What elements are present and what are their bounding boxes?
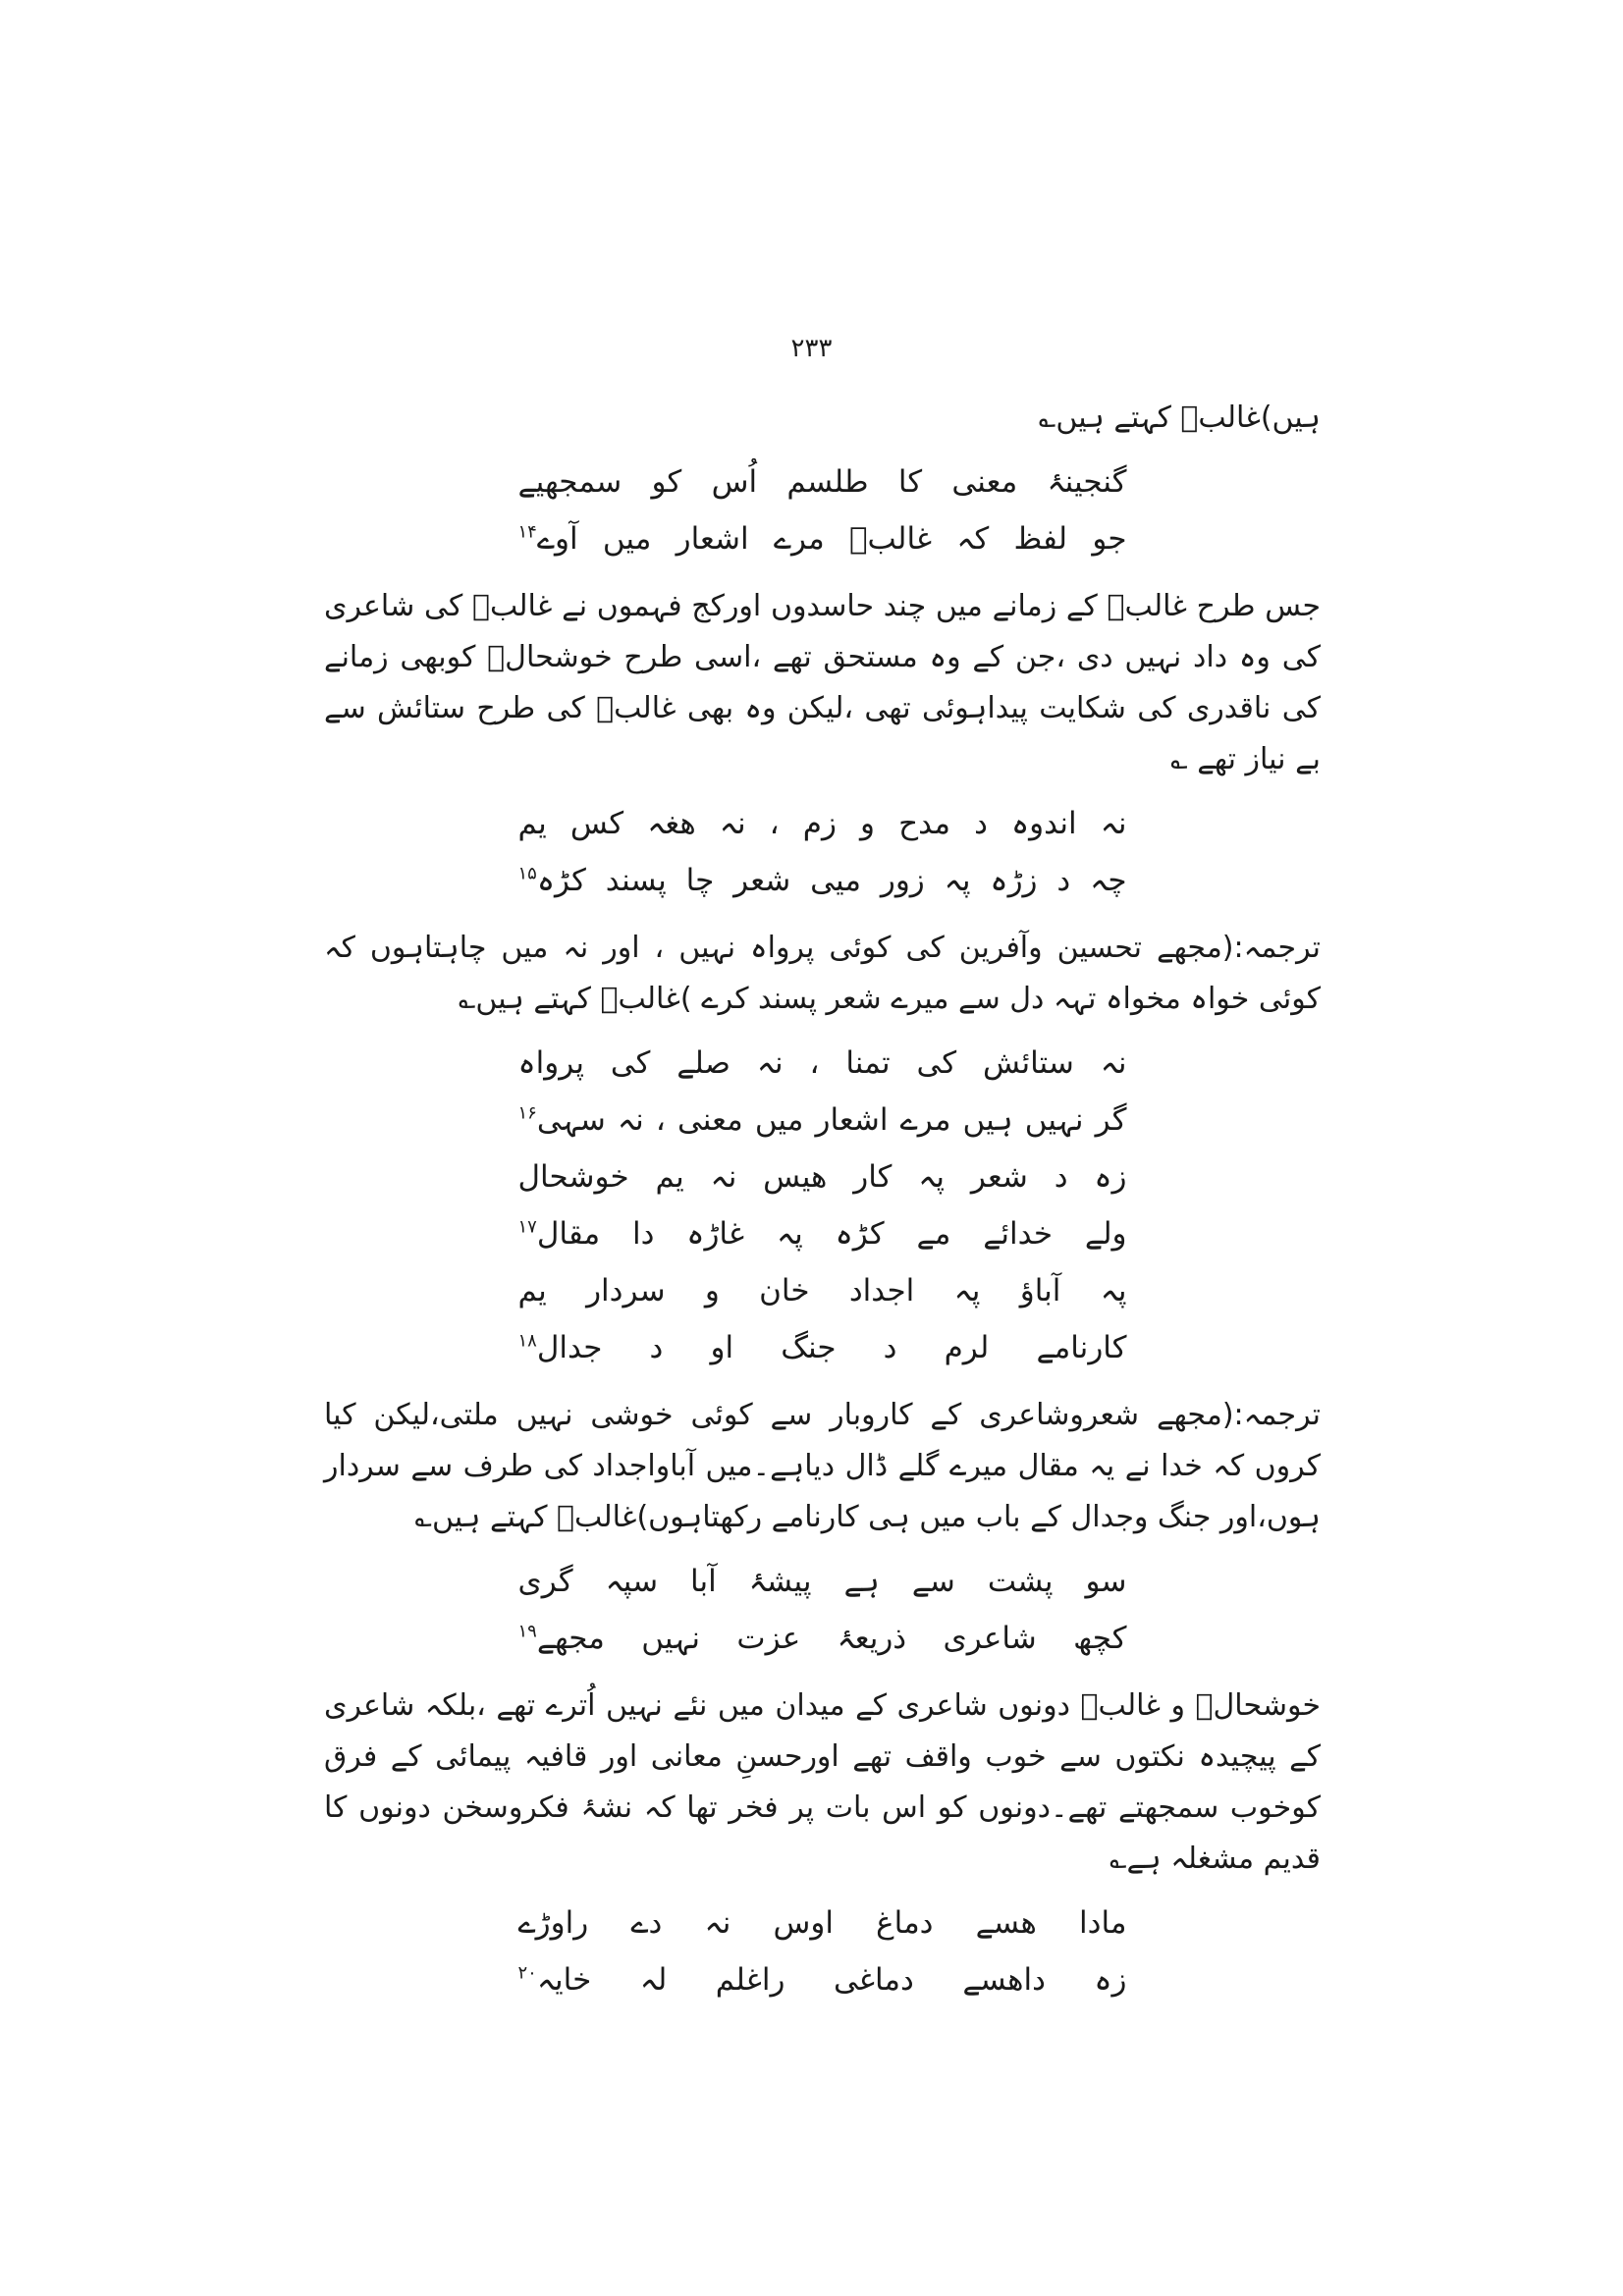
- verse-text: جو لفظ کہ غالبؔ مرے اشعار میں آوے: [536, 521, 1127, 557]
- footnote-marker: ۱۴: [517, 521, 537, 543]
- footnote-marker: ۱۵: [517, 863, 537, 884]
- verse-line: [518, 1148, 1127, 1205]
- verse-line: [518, 852, 1127, 909]
- verse-line: [518, 1205, 1127, 1262]
- verse-line: [518, 1951, 1127, 2008]
- verse-line: [518, 1319, 1127, 1376]
- verse-text: گر نہیں ہیں مرے اشعار میں معنی ، نہ سہی: [536, 1102, 1127, 1138]
- text-blocks: [324, 454, 1321, 2008]
- verse-text: زہ داھسے دماغی راغلم لہ خایہ: [536, 1962, 1127, 1998]
- verse-line: [518, 1553, 1127, 1610]
- footnote-marker: ۲۰: [517, 1962, 537, 1984]
- footnote-marker: ۱۷: [517, 1216, 537, 1238]
- verse-text: پہ آباؤ پہ اجداد خان و سردار یم: [517, 1273, 1127, 1308]
- footnote-marker: ۱۶: [517, 1102, 537, 1124]
- footnote-marker: ۱۹: [517, 1621, 537, 1642]
- verse-text: کارنامے لرم د جنگ او د جدال: [536, 1330, 1127, 1365]
- verse-line: [518, 1895, 1127, 1951]
- footnote-marker: ۱۸: [517, 1330, 537, 1352]
- verse-block: [324, 1553, 1321, 1667]
- verse-line: [518, 1262, 1127, 1319]
- verse-text: نہ اندوہ د مدح و زم ، نہ ھغہ کس یم: [517, 806, 1127, 841]
- verse-text: زہ د شعر پہ کار ھیس نہ یم خوشحال: [517, 1159, 1127, 1195]
- verse-text: چہ د زڑہ پہ زور میی شعر چا پسند کڑہ: [536, 863, 1127, 898]
- verse-line: [518, 1610, 1127, 1667]
- verse-line: [518, 795, 1127, 852]
- verse-line: [518, 1035, 1127, 1092]
- verse-text: گنجینۂ معنی کا طلسم اُس کو سمجھیے: [517, 464, 1127, 500]
- prose-paragraph: جس طرح غالبؔ کے زمانے میں چند حاسدوں اورکج فہموں نے غالبؔ کی شاعری کی وہ داد نہیں دی ،جن کے وہ مستحق تھے ،اسی طرح خوشحالؔ کوبھی زمانے کی ناقدری کی شکایت پیداہوئی تھی ،لیکن وہ بھی غالبؔ کی طرح ستائش سے بے نیاز تھے ؎: [324, 589, 1321, 776]
- prose-paragraph: ترجمہ:(مجھے تحسین وآفرین کی کوئی پرواہ نہیں ، اور نہ میں چاہتاہوں کہ کوئی خواہ مخواہ تہہ دل سے میرے شعر پسند کرے )غالبؔ کہتے ہیں؎: [324, 931, 1321, 1016]
- verse-block: [324, 454, 1321, 567]
- verse-text: ولے خدائے مے کڑہ پہ غاڑہ دا مقال: [536, 1216, 1127, 1252]
- verse-line: [518, 1092, 1127, 1148]
- verse-line: [518, 510, 1127, 567]
- verse-line: [518, 454, 1127, 510]
- verse-text: مادا ھسے دماغ اوس نہ دے راوڑے: [517, 1905, 1127, 1941]
- verse-block: [324, 1035, 1321, 1376]
- verse-text: نہ ستائش کی تمنا ، نہ صلے کی پرواہ: [517, 1045, 1127, 1081]
- page-number: ۲۳۳: [790, 334, 833, 363]
- intro-line: ہیں)غالبؔ کہتے ہیں؎: [1038, 400, 1321, 435]
- verse-text: کچھ شاعری ذریعۂ عزت نہیں مجھے: [536, 1621, 1127, 1656]
- verse-text: سو پشت سے ہے پیشۂ آبا سپہ گری: [517, 1564, 1127, 1599]
- prose-paragraph: خوشحالؔ و غالبؔ دونوں شاعری کے میدان میں نئے نہیں اُترے تھے ،بلکہ شاعری کے پیچیدہ نکتوں سے خوب واقف تھے اورحسنِ معانی اور قافیہ پیمائی کے فرق کوخوب سمجھتے تھے۔دونوں کو اس بات پر فخر تھا کہ نشۂ فکروسخن دونوں کا قدیم مشغلہ ہے؎: [324, 1688, 1321, 1876]
- verse-block: [324, 1895, 1321, 2008]
- page-content: [324, 393, 1321, 2022]
- verse-block: [324, 795, 1321, 909]
- prose-paragraph: ترجمہ:(مجھے شعروشاعری کے کاروبار سے کوئی خوشی نہیں ملتی،لیکن کیا کروں کہ خدا نے یہ مقال میرے گلے ڈال دیاہے۔میں آباواجداد کی طرف سے سردار ہوں،اور جنگ وجدال کے باب میں ہی کارنامے رکھتاہوں)غالبؔ کہتے ہیں؎: [324, 1398, 1321, 1534]
